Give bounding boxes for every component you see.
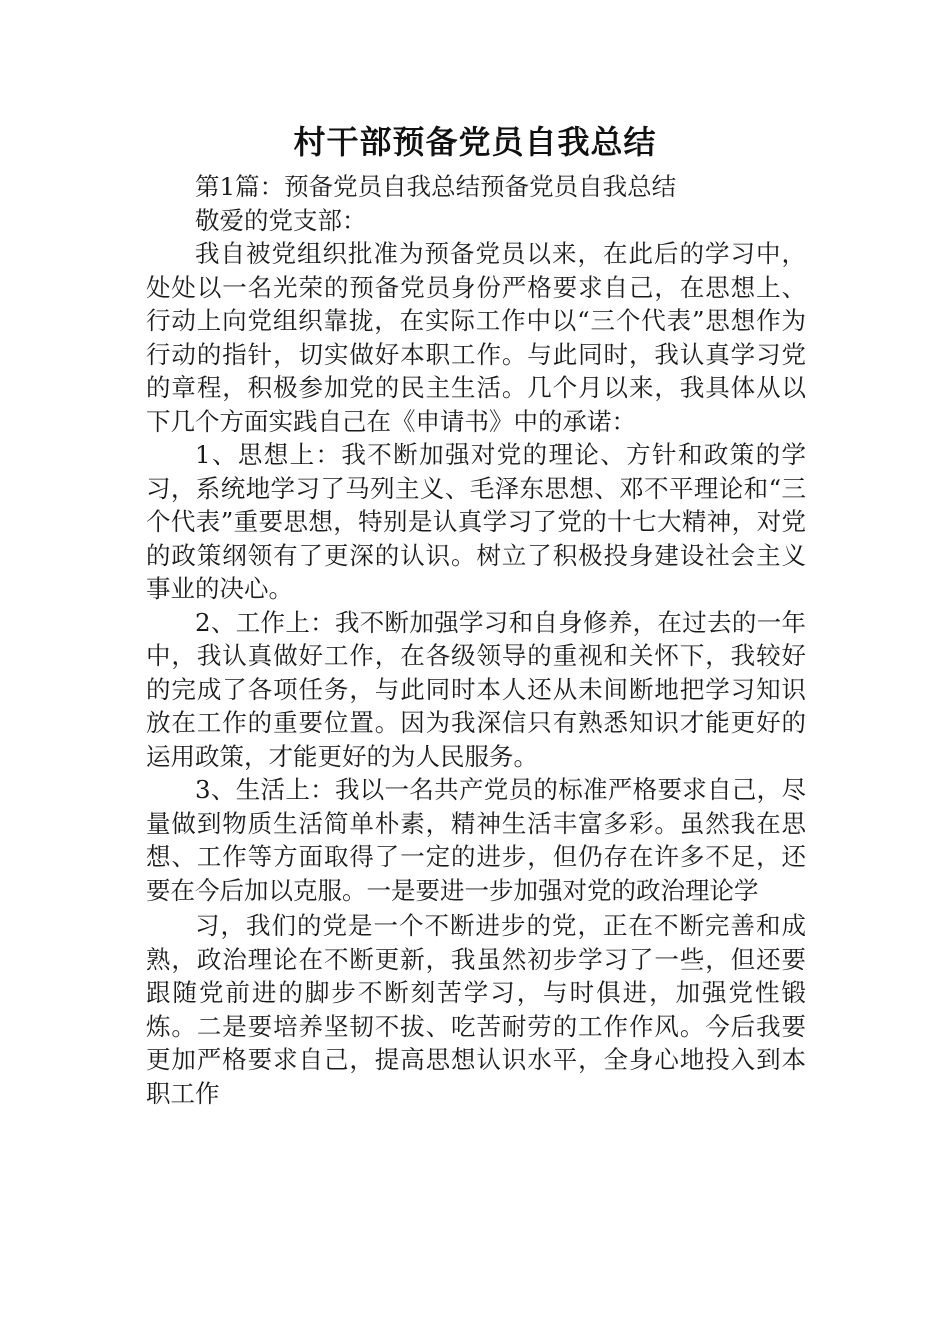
paragraph-work: 2、工作上：我不断加强学习和自身修养，在过去的一年中，我认真做好工作，在各级领导的重视和关怀下，我较好的完成了各项任务，与此同时本人还从未间断地把学习知识放在工作的重要位置。因为我深信只有熟悉知识才能更好的运用政策，才能更好的为人民服务。: [146, 607, 806, 771]
paragraph-intro: 我自被党组织批准为预备党员以来，在此后的学习中，处处以一名光荣的预备党员身份严格要求自己，在思想上、行动上向党组织靠拢，在实际工作中以“三个代表”思想作为行动的指针，切实做好本职工作。与此同时，我认真学习党的章程，积极参加党的民主生活。几个月以来，我具体从以下几个方面实践自己在《申请书》中的承诺：: [146, 239, 806, 436]
paragraph-thought: 1、思想上：我不断加强对党的理论、方针和政策的学习，系统地学习了马列主义、毛泽东思想、邓不平理论和“三个代表”重要思想，特别是认真学习了党的十七大精神，对党的政策纲领有了更深的认识。树立了积极投身建设社会主义事业的决心。: [146, 440, 806, 603]
paragraph-salutation: 敬爱的党支部：: [195, 205, 367, 235]
paragraph-life: 3、生活上：我以一名共产党员的标准严格要求自己，尽量做到物质生活简单朴素，精神生活丰富多彩。虽然我在思想、工作等方面取得了一定的进步，但仍存在许多不足，还要在今后加以克服。一是要进一步加强对党的政治理论学: [146, 775, 806, 905]
document-title: 村干部预备党员自我总结: [293, 123, 657, 161]
paragraph-heading: 第1篇：预备党员自我总结预备党员自我总结: [195, 172, 677, 201]
document-body: [146, 170, 806, 1110]
paragraph-continuation: 习，我们的党是一个不断进步的党，正在不断完善和成熟，政治理论在不断更新，我虽然初步学习了一些，但还要跟随党前进的脚步不断刻苦学习，与时俱进，加强党性锻炼。二是要培养坚韧不拔、吃苦耐劳的工作作风。今后我要更加严格要求自己，提高思想认识水平，全身心地投入到本职工作: [146, 911, 806, 1108]
